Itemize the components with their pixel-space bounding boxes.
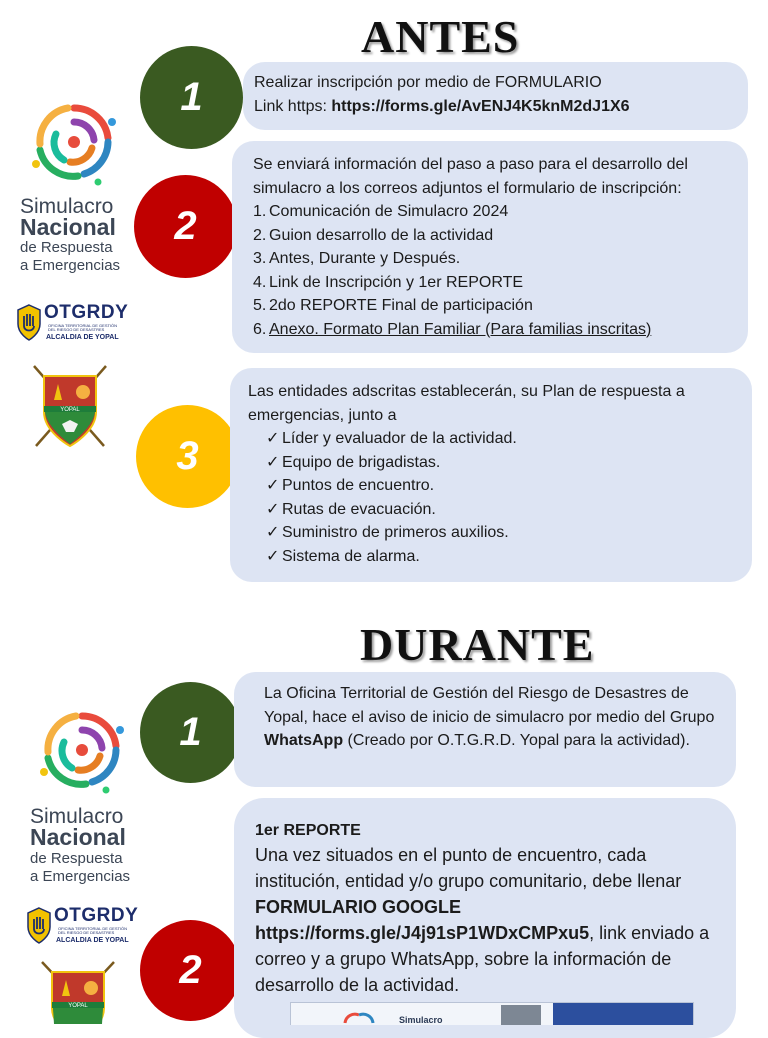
check-icon: ✓ bbox=[266, 500, 280, 518]
step-3-circle bbox=[136, 405, 239, 508]
step-1-circle bbox=[140, 46, 243, 149]
checklist-item: ✓ Líder y evaluador de la actividad. bbox=[266, 427, 740, 451]
thumb-panel bbox=[501, 1005, 541, 1025]
check-icon: ✓ bbox=[266, 524, 280, 541]
hand-icon bbox=[16, 304, 42, 342]
step-2-circle bbox=[134, 175, 237, 278]
step-number: 2 bbox=[179, 948, 202, 992]
list-item: 1. Comunicación de Simulacro 2024 bbox=[253, 203, 509, 220]
otgrdy-name: OTGRDY bbox=[54, 905, 139, 926]
checklist-item: ✓ Sistema de alarma. bbox=[266, 545, 740, 569]
otgrdy-subtitle-1: OFICINA TERRITORIAL DE GESTIÓN bbox=[58, 926, 128, 931]
antes-step3-checklist bbox=[248, 427, 740, 568]
simulacro-title-2: Nacional bbox=[20, 214, 116, 240]
list-item: 3. Antes, Durante y Después. bbox=[253, 250, 461, 267]
simulacro2-title-3: de Respuesta bbox=[30, 850, 123, 867]
step-number: 2 bbox=[174, 204, 197, 248]
report-title: 1er REPORTE bbox=[255, 822, 361, 839]
otgrdy-subtitle-1: OFICINA TERRITORIAL DE GESTIÓN bbox=[48, 323, 118, 328]
simulacro2-title-2: Nacional bbox=[30, 824, 126, 850]
hand-icon bbox=[26, 907, 52, 945]
list-item: 2. Guion desarrollo de la actividad bbox=[253, 226, 494, 244]
otgrdy-alcaldia: ALCALDIA DE YOPAL bbox=[56, 937, 129, 944]
antes-step1-link-line bbox=[254, 95, 748, 119]
simulacro-title-1: Simulacro bbox=[20, 195, 114, 218]
antes-step2-intro: Se enviará información del paso a paso para el desarrollo del simulacro a los correos adjuntos el formulario de inscripción: bbox=[253, 156, 688, 197]
durante-step-1-circle bbox=[140, 682, 241, 783]
check-icon: ✓ bbox=[266, 477, 280, 494]
antes-step2-list bbox=[253, 200, 736, 341]
otgrdy-subtitle-2: DEL RIESGO DE DESASTRES bbox=[58, 930, 115, 935]
simulacro2-title-4: a Emergencias bbox=[30, 868, 131, 885]
otgrdy-name: OTGRDY bbox=[44, 302, 129, 323]
simulacro-mini-logo-icon bbox=[339, 1009, 379, 1025]
antes-step1-text: Realizar inscripción por medio de FORMULARIO bbox=[254, 74, 602, 91]
durante-step2-text: Una vez situados en el punto de encuentro, cada institución, entidad y/o grupo comunitario, debe llenar FORMULARIO GOOGLE https://forms.gle/J4j91sP1WDxCMPxu5, link enviado a correo y a grupo WhatsApp, sobre la información de desarrollo de la actividad. bbox=[255, 845, 710, 995]
otgrdy-logo-2 bbox=[26, 905, 138, 949]
list-item[interactable]: 6. Anexo. Formato Plan Familiar (Para familias inscritas) bbox=[253, 320, 652, 338]
simulacro-logo-icon bbox=[26, 94, 122, 190]
thumb-accent bbox=[553, 1003, 693, 1025]
otgrdy-logo bbox=[16, 302, 128, 346]
preview-thumbnail bbox=[290, 1002, 694, 1025]
checklist-item: ✓ Rutas de evacuación. bbox=[266, 498, 740, 522]
link-prefix: Link https: bbox=[254, 97, 332, 115]
form-link-2[interactable]: https://forms.gle/J4j91sP1WDxCMPxu5 bbox=[255, 923, 590, 943]
list-item: 5. 2do REPORTE Final de participación bbox=[253, 297, 533, 314]
checklist-item: ✓ Equipo de brigadistas. bbox=[266, 451, 740, 475]
check-icon: ✓ bbox=[266, 453, 280, 471]
step-number: 1 bbox=[180, 75, 203, 119]
check-icon: ✓ bbox=[266, 547, 280, 565]
antes-step1-box bbox=[243, 62, 748, 130]
shield-label: YOPAL bbox=[68, 1003, 88, 1009]
step-number: 1 bbox=[179, 710, 202, 754]
simulacro-logo-icon-2 bbox=[34, 702, 130, 798]
shield-label: YOPAL bbox=[60, 407, 80, 413]
antes-step3-intro: Las entidades adscritas establecerán, su Plan de respuesta a emergencias, junto a bbox=[248, 383, 685, 424]
antes-step2-box bbox=[232, 141, 748, 353]
yopal-shield-icon bbox=[28, 362, 112, 450]
durante-step1-box bbox=[234, 672, 736, 787]
checklist-item: ✓ Puntos de encuentro. bbox=[266, 474, 740, 498]
otgrdy-subtitle-2: DEL RIESGO DE DESASTRES bbox=[48, 327, 105, 332]
form-link[interactable]: https://forms.gle/AvENJ4K5knM2dJ1X6 bbox=[331, 97, 630, 115]
simulacro-title-3: de Respuesta bbox=[20, 239, 113, 256]
list-item: 4. Link de Inscripción y 1er REPORTE bbox=[253, 273, 524, 291]
antes-step3-box bbox=[230, 368, 752, 582]
heading-antes: ANTES bbox=[361, 11, 520, 62]
checklist-item: ✓ Suministro de primeros auxilios. bbox=[266, 521, 740, 545]
thumb-label: Simulacro bbox=[399, 1015, 443, 1025]
simulacro2-title-1: Simulacro bbox=[30, 805, 124, 828]
durante-step-2-circle bbox=[140, 920, 241, 1021]
durante-step1-text: La Oficina Territorial de Gestión del Riesgo de Desastres de Yopal, hace el aviso de inicio de simulacro por medio del Grupo WhatsApp (Creado por O.T.G.R.D. Yopal para la actividad). bbox=[264, 685, 715, 749]
yopal-shield-icon-2 bbox=[36, 958, 120, 1024]
check-icon: ✓ bbox=[266, 430, 280, 447]
simulacro-title-4: a Emergencias bbox=[20, 257, 121, 274]
otgrdy-alcaldia: ALCALDIA DE YOPAL bbox=[46, 334, 119, 341]
heading-durante: DURANTE bbox=[360, 619, 595, 670]
step-number: 3 bbox=[176, 434, 199, 478]
